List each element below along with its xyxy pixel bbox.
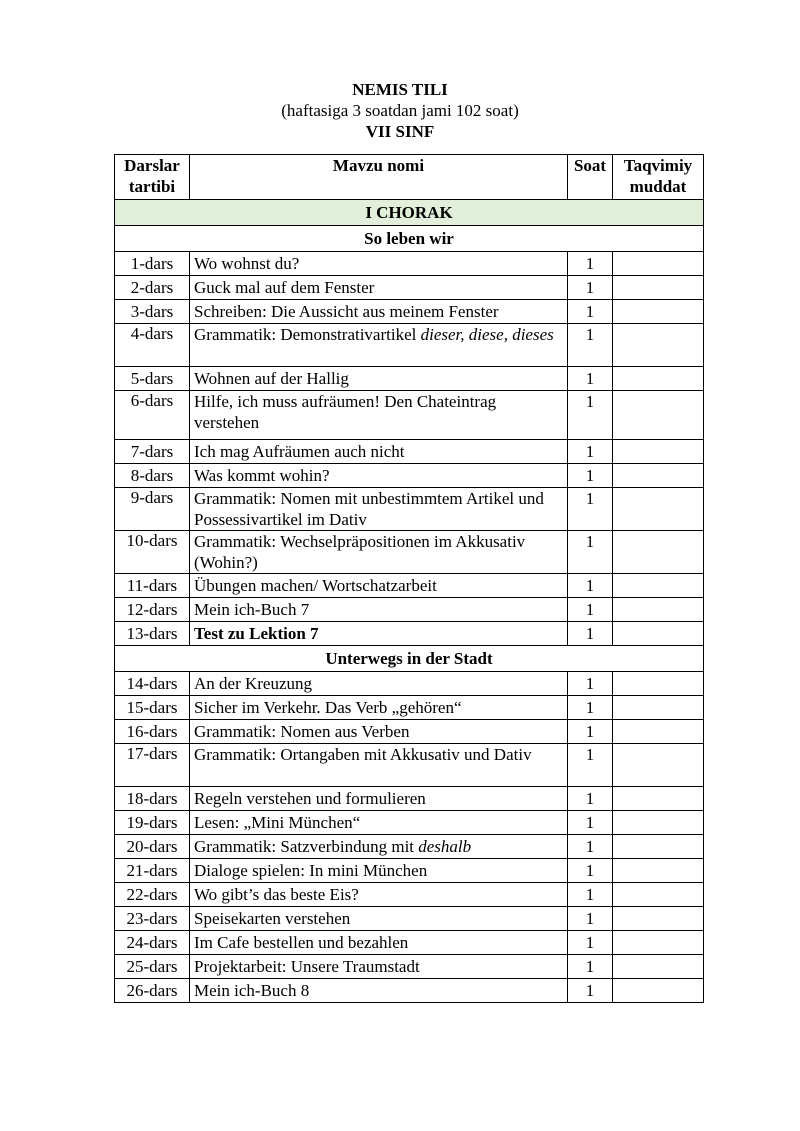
lesson-row — [115, 574, 704, 598]
lesson-topic: Grammatik: Nomen mit unbestimmtem Artikel und Possessivartikel im Dativ — [190, 488, 568, 531]
subject-title: NEMIS TILI — [352, 80, 448, 99]
lesson-topic — [190, 835, 568, 859]
lesson-topic: Hilfe, ich muss aufräumen! Den Chateintrag verstehen — [190, 391, 568, 440]
lesson-number: 10-dars — [115, 531, 190, 574]
lesson-deadline — [613, 787, 704, 811]
lesson-row — [115, 367, 704, 391]
lesson-number: 15-dars — [115, 696, 190, 720]
lesson-topic: An der Kreuzung — [190, 672, 568, 696]
lesson-hours: 1 — [568, 787, 613, 811]
lesson-topic: Guck mal auf dem Fenster — [190, 276, 568, 300]
table-header-row — [115, 155, 704, 200]
lesson-row — [115, 464, 704, 488]
lesson-row — [115, 622, 704, 646]
lesson-topic: Im Cafe bestellen und bezahlen — [190, 931, 568, 955]
lesson-hours: 1 — [568, 440, 613, 464]
lesson-row — [115, 720, 704, 744]
lesson-deadline — [613, 931, 704, 955]
lesson-row — [115, 883, 704, 907]
lesson-topic: Wo gibt’s das beste Eis? — [190, 883, 568, 907]
lesson-row — [115, 391, 704, 440]
lesson-number: 18-dars — [115, 787, 190, 811]
lesson-row — [115, 811, 704, 835]
lesson-hours: 1 — [568, 744, 613, 787]
lesson-deadline — [613, 598, 704, 622]
quarter-title: I CHORAK — [115, 200, 704, 226]
lesson-topic: Ich mag Aufräumen auch nicht — [190, 440, 568, 464]
unit-title: So leben wir — [115, 226, 704, 252]
lesson-row — [115, 252, 704, 276]
lesson-hours: 1 — [568, 598, 613, 622]
deadline-header-line2: muddat — [629, 177, 687, 196]
lesson-number: 14-dars — [115, 672, 190, 696]
lesson-hours: 1 — [568, 907, 613, 931]
lesson-topic: Was kommt wohin? — [190, 464, 568, 488]
lesson-number: 3-dars — [115, 300, 190, 324]
lesson-number: 11-dars — [115, 574, 190, 598]
lesson-topic: Test zu Lektion 7 — [190, 622, 568, 646]
order-header-line1: Darslar — [124, 156, 180, 175]
lesson-topic: Wohnen auf der Hallig — [190, 367, 568, 391]
lesson-number: 5-dars — [115, 367, 190, 391]
lesson-deadline — [613, 907, 704, 931]
lesson-hours: 1 — [568, 811, 613, 835]
lesson-deadline — [613, 391, 704, 440]
lesson-number: 1-dars — [115, 252, 190, 276]
lesson-number: 20-dars — [115, 835, 190, 859]
lesson-row — [115, 931, 704, 955]
lesson-number: 7-dars — [115, 440, 190, 464]
lesson-topic: Speisekarten verstehen — [190, 907, 568, 931]
lesson-number: 4-dars — [115, 324, 190, 367]
quarter-row — [115, 200, 704, 226]
lesson-row — [115, 696, 704, 720]
lesson-deadline — [613, 811, 704, 835]
lesson-topic: Grammatik: Ortangaben mit Akkusativ und Dativ — [190, 744, 568, 787]
lesson-number: 16-dars — [115, 720, 190, 744]
deadline-header — [613, 155, 704, 200]
lesson-row — [115, 835, 704, 859]
lesson-hours: 1 — [568, 391, 613, 440]
lesson-row — [115, 744, 704, 787]
lesson-number: 26-dars — [115, 979, 190, 1003]
lesson-hours: 1 — [568, 574, 613, 598]
lesson-topic: Regeln verstehen und formulieren — [190, 787, 568, 811]
lesson-topic: Sicher im Verkehr. Das Verb „gehören“ — [190, 696, 568, 720]
lesson-deadline — [613, 531, 704, 574]
lesson-hours: 1 — [568, 622, 613, 646]
lesson-deadline — [613, 696, 704, 720]
lesson-number: 12-dars — [115, 598, 190, 622]
lesson-row — [115, 598, 704, 622]
lesson-topic-italic: deshalb — [418, 837, 472, 856]
lesson-row — [115, 531, 704, 574]
lesson-number: 8-dars — [115, 464, 190, 488]
lesson-hours: 1 — [568, 367, 613, 391]
lesson-hours: 1 — [568, 979, 613, 1003]
lesson-row — [115, 440, 704, 464]
lesson-deadline — [613, 859, 704, 883]
lesson-number: 23-dars — [115, 907, 190, 931]
lesson-deadline — [613, 440, 704, 464]
lesson-deadline — [613, 464, 704, 488]
lesson-hours: 1 — [568, 531, 613, 574]
hours-note: (haftasiga 3 soatdan jami 102 soat) — [281, 101, 519, 120]
lesson-deadline — [613, 300, 704, 324]
lesson-topic: Mein ich-Buch 7 — [190, 598, 568, 622]
lesson-deadline — [613, 367, 704, 391]
lesson-row — [115, 276, 704, 300]
lesson-hours: 1 — [568, 252, 613, 276]
lesson-topic-italic: dieser, diese, dieses — [420, 325, 554, 344]
lesson-hours: 1 — [568, 324, 613, 367]
lesson-number: 6-dars — [115, 391, 190, 440]
lesson-topic-text: Grammatik: Demonstrativartikel — [194, 325, 421, 344]
lesson-topic: Dialoge spielen: In mini München — [190, 859, 568, 883]
lesson-deadline — [613, 252, 704, 276]
lesson-deadline — [613, 883, 704, 907]
lesson-number: 24-dars — [115, 931, 190, 955]
lesson-hours: 1 — [568, 672, 613, 696]
lesson-number: 25-dars — [115, 955, 190, 979]
lesson-deadline — [613, 324, 704, 367]
lesson-deadline — [613, 979, 704, 1003]
topic-header: Mavzu nomi — [190, 155, 568, 200]
lesson-topic — [190, 324, 568, 367]
lesson-hours: 1 — [568, 720, 613, 744]
lesson-hours: 1 — [568, 488, 613, 531]
lesson-topic: Wo wohnst du? — [190, 252, 568, 276]
lesson-hours: 1 — [568, 464, 613, 488]
hours-header: Soat — [568, 155, 613, 200]
lesson-hours: 1 — [568, 276, 613, 300]
lesson-row — [115, 787, 704, 811]
deadline-header-line1: Taqvimiy — [623, 156, 693, 175]
lesson-row — [115, 907, 704, 931]
lesson-deadline — [613, 672, 704, 696]
order-header — [115, 155, 190, 200]
lesson-hours: 1 — [568, 835, 613, 859]
lesson-plan-table — [114, 154, 704, 1003]
lesson-topic: Grammatik: Wechselpräpositionen im Akkusativ (Wohin?) — [190, 531, 568, 574]
lesson-topic: Übungen machen/ Wortschatzarbeit — [190, 574, 568, 598]
lesson-deadline — [613, 720, 704, 744]
lesson-row — [115, 324, 704, 367]
lesson-hours: 1 — [568, 859, 613, 883]
lesson-topic: Grammatik: Nomen aus Verben — [190, 720, 568, 744]
lesson-row — [115, 979, 704, 1003]
grade-title: VII SINF — [365, 122, 435, 141]
lesson-deadline — [613, 574, 704, 598]
lesson-hours: 1 — [568, 696, 613, 720]
lesson-row — [115, 859, 704, 883]
lesson-number: 13-dars — [115, 622, 190, 646]
lesson-number: 22-dars — [115, 883, 190, 907]
unit-row — [115, 226, 704, 252]
unit-title: Unterwegs in der Stadt — [115, 646, 704, 672]
lesson-topic: Projektarbeit: Unsere Traumstadt — [190, 955, 568, 979]
lesson-deadline — [613, 622, 704, 646]
lesson-topic: Lesen: „Mini München“ — [190, 811, 568, 835]
lesson-topic: Mein ich-Buch 8 — [190, 979, 568, 1003]
unit-row — [115, 646, 704, 672]
lesson-row — [115, 300, 704, 324]
lesson-hours: 1 — [568, 931, 613, 955]
lesson-number: 2-dars — [115, 276, 190, 300]
lesson-topic-text: Grammatik: Satzverbindung mit — [194, 837, 419, 856]
lesson-number: 17-dars — [115, 744, 190, 787]
lesson-hours: 1 — [568, 883, 613, 907]
lesson-number: 19-dars — [115, 811, 190, 835]
document-header — [0, 79, 800, 142]
lesson-hours: 1 — [568, 955, 613, 979]
lesson-number: 9-dars — [115, 488, 190, 531]
lesson-hours: 1 — [568, 300, 613, 324]
lesson-row — [115, 488, 704, 531]
lesson-deadline — [613, 488, 704, 531]
lesson-deadline — [613, 276, 704, 300]
lesson-row — [115, 672, 704, 696]
lesson-deadline — [613, 744, 704, 787]
lesson-number: 21-dars — [115, 859, 190, 883]
order-header-line2: tartibi — [128, 177, 176, 196]
lesson-row — [115, 955, 704, 979]
lesson-deadline — [613, 955, 704, 979]
lesson-topic: Schreiben: Die Aussicht aus meinem Fenster — [190, 300, 568, 324]
lesson-deadline — [613, 835, 704, 859]
